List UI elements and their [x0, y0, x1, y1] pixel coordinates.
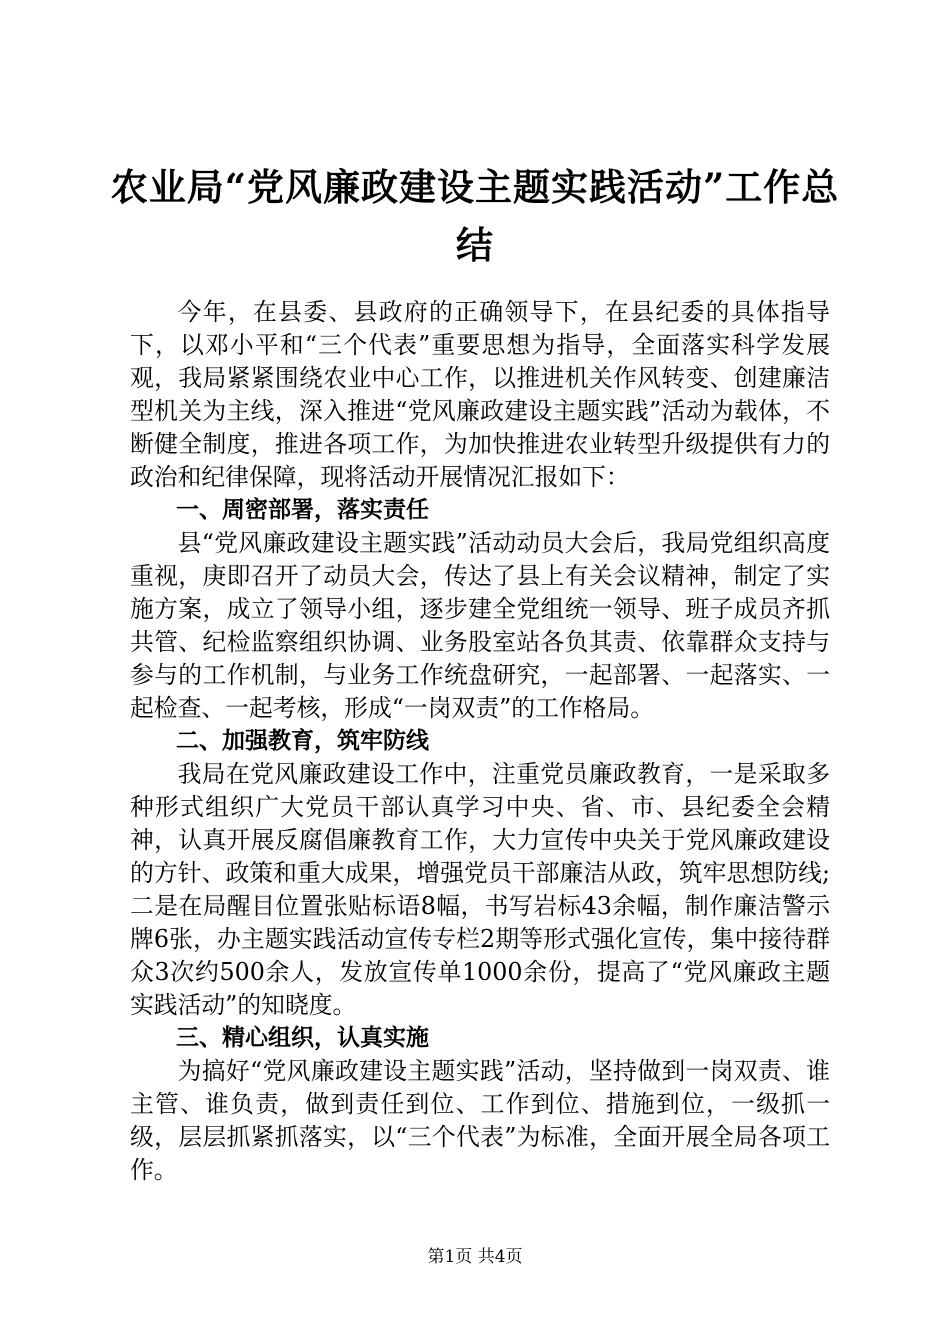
- page-number-footer: 第1页 共4页: [427, 1247, 523, 1267]
- section-paragraph-3: 为搞好“党风廉政建设主题实践”活动，坚持做到一岗双责、谁主管、谁负责，做到责任到位、工作到位、措施到位，一级抓一级，层层抓紧抓落实，以“三个代表”为标准，全面开展全局各项工作。: [130, 1057, 830, 1184]
- document-body: [130, 296, 830, 1187]
- document-title: 农业局“党风廉政建设主题实践活动”工作总结: [110, 165, 840, 267]
- section-heading-3: 三、精心组织，认真实施: [176, 1025, 429, 1051]
- section-heading-2: 二、加强教育，筑牢防线: [176, 728, 429, 754]
- section-heading-1: 一、周密部署，落实责任: [176, 497, 429, 523]
- intro-paragraph: 今年，在县委、县政府的正确领导下，在县纪委的具体指导下，以邓小平和“三个代表”重要思想为指导，全面落实科学发展观，我局紧紧围绕农业中心工作，以推进机关作风转变、创建廉洁型机关为主线，深入推进“党风廉政建设主题实践”活动为载体，不断健全制度，推进各项工作，为加快推进农业转型升级提供有力的政治和纪律保障，现将活动开展情况汇报如下：: [130, 298, 830, 491]
- section-paragraph-1: 县“党风廉政建设主题实践”活动动员大会后，我局党组织高度重视，庚即召开了动员大会，传达了县上有关会议精神，制定了实施方案，成立了领导小组，逐步建全党组统一领导、班子成员齐抓共管、纪检监察组织协调、业务股室站各负其责、依靠群众支持与参与的工作机制，与业务工作统盘研究，一起部署、一起落实、一起检查、一起考核，形成“一岗双责”的工作格局。: [130, 529, 830, 722]
- section-paragraph-2: 我局在党风廉政建设工作中，注重党员廉政教育，一是采取多种形式组织广大党员干部认真学习中央、省、市、县纪委全会精神，认真开展反腐倡廉教育工作，大力宣传中央关于党风廉政建设的方针、政策和重大成果，增强党员干部廉洁从政，筑牢思想防线;二是在局醒目位置张贴标语8幅，书写岩标43余幅，制作廉洁警示牌6张，办主题实践活动宣传专栏2期等形式强化宣传，集中接待群众3次约500余人，发放宣传单1000余份，提高了“党风廉政主题实践活动”的知晓度。: [130, 760, 830, 1019]
